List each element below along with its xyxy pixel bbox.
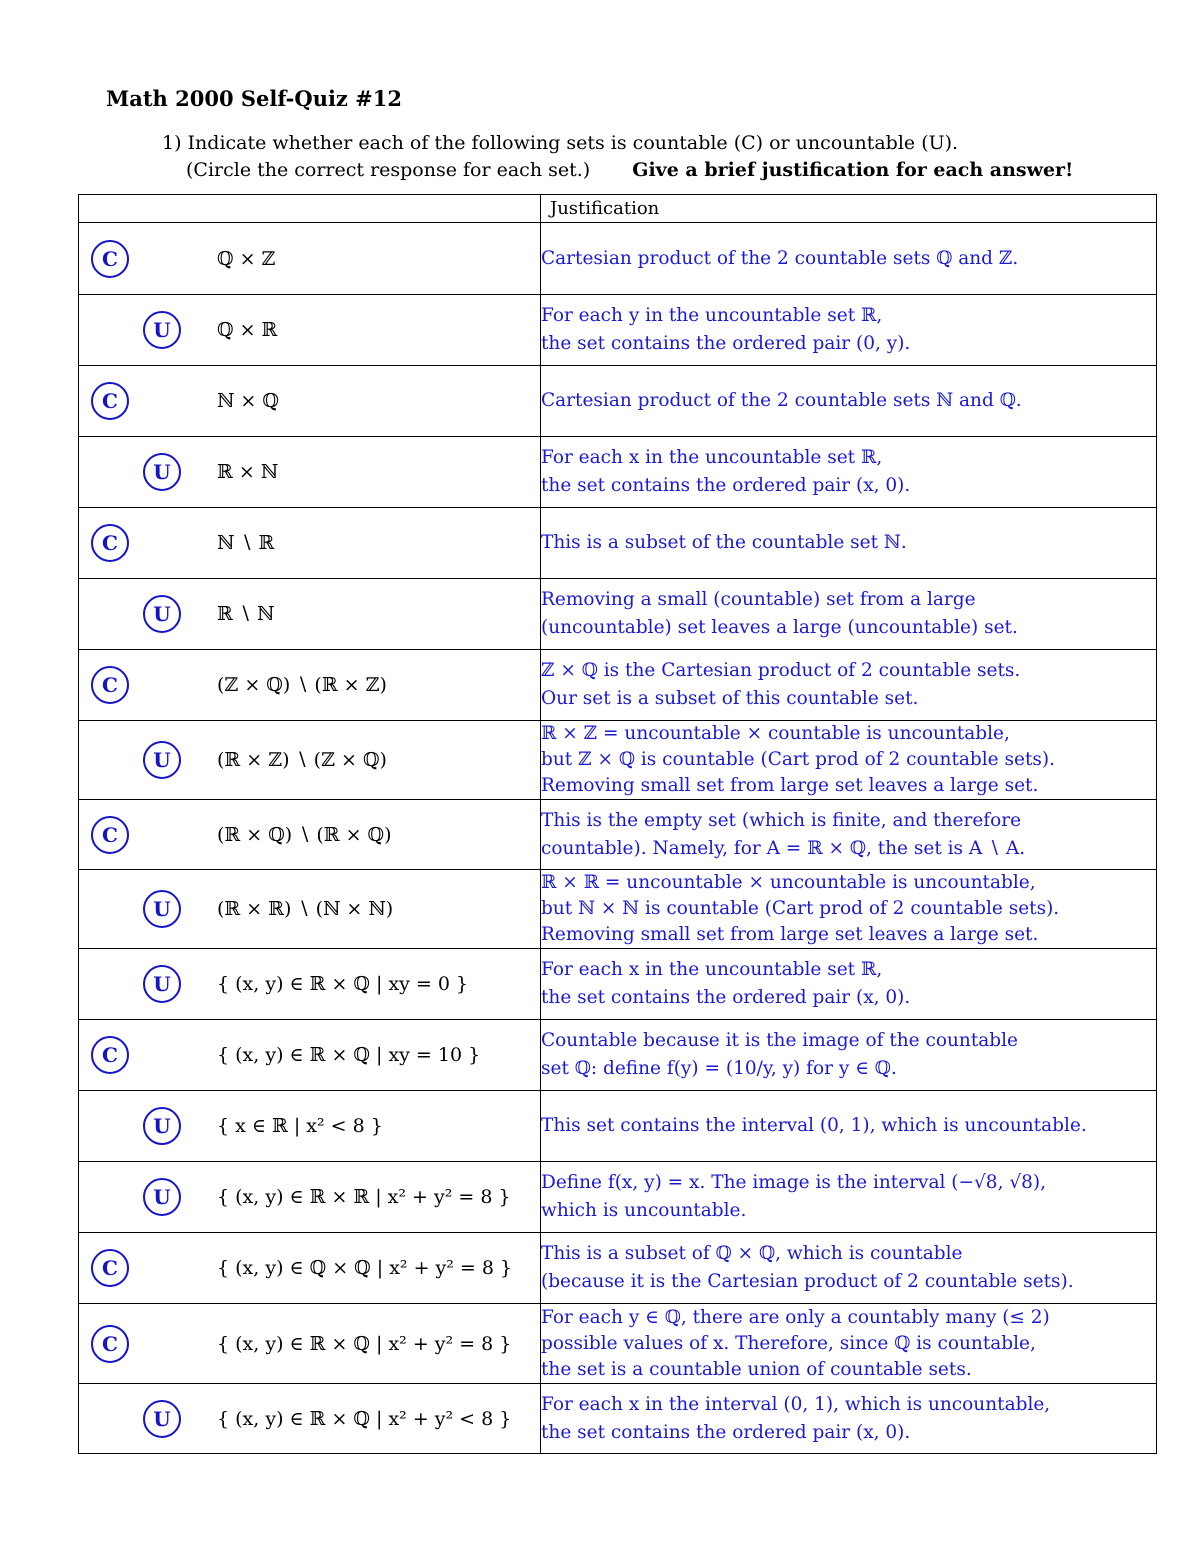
justification-line: Removing small set from large set leaves a large set.: [541, 924, 1039, 945]
set-expression: ℚ × ℤ: [217, 247, 276, 270]
set-expression: { (x, y) ∈ ℝ × ℚ | x² + y² = 8 }: [217, 1332, 512, 1355]
quiz-table-body: [79, 195, 1157, 1454]
quiz-row: [79, 650, 1157, 721]
quiz-row: [79, 721, 1157, 800]
set-expression: ℝ ∖ ℕ: [217, 603, 275, 625]
quiz-row: [79, 223, 1157, 295]
justification-cell: [541, 800, 1157, 870]
set-cell-content: [79, 1092, 540, 1161]
justification-line: This set contains the interval (0, 1), which is uncountable.: [541, 1115, 1087, 1136]
justification-line: Countable because it is the image of the countable: [541, 1030, 1018, 1051]
quiz-row: [79, 1233, 1157, 1304]
justification-cell: [541, 1384, 1157, 1454]
quiz-row: [79, 295, 1157, 366]
set-expression: { (x, y) ∈ ℝ × ℝ | x² + y² = 8 }: [217, 1186, 511, 1208]
justification-line: Cartesian product of the 2 countable sets ℚ and ℤ.: [541, 247, 1019, 269]
set-expression: ℚ × ℝ: [217, 319, 278, 341]
header-row: [79, 195, 1157, 223]
justification-cell: [541, 1304, 1157, 1384]
answer-circle[interactable]: C: [91, 1036, 129, 1074]
justification-line: ℤ × ℚ is the Cartesian product of 2 countable sets.: [541, 660, 1021, 681]
justification-cell: [541, 437, 1157, 508]
answer-circle[interactable]: U: [143, 1107, 181, 1145]
answer-circle[interactable]: U: [143, 311, 181, 349]
justification-line: This is a subset of ℚ × ℚ, which is countable: [541, 1243, 963, 1264]
set-expression: ℝ × ℕ: [217, 461, 279, 483]
answer-circle[interactable]: C: [91, 524, 129, 562]
justification-cell: [541, 870, 1157, 949]
answer-circle[interactable]: U: [143, 1400, 181, 1438]
set-cell: [79, 579, 541, 650]
set-cell-content: [79, 438, 540, 507]
set-cell: [79, 437, 541, 508]
justification-line: the set is a countable union of countable sets.: [541, 1358, 972, 1380]
set-cell-content: [79, 801, 540, 869]
set-expression: { x ∈ ℝ | x² < 8 }: [217, 1115, 383, 1137]
justification-cell: [541, 579, 1157, 650]
answer-circle[interactable]: U: [143, 965, 181, 1003]
quiz-title: Math 2000 Self-Quiz #12: [106, 86, 402, 111]
justification-line: but ℤ × ℚ is countable (Cart prod of 2 countable sets).: [541, 749, 1055, 770]
instruction-line-1: 1) Indicate whether each of the following sets is countable (C) or uncountable (U).: [162, 132, 959, 154]
justification-cell: [541, 721, 1157, 800]
justification-line: Cartesian product of the 2 countable sets ℕ and ℚ.: [541, 390, 1022, 411]
set-cell: [79, 870, 541, 949]
justification-line: which is uncountable.: [541, 1200, 747, 1221]
quiz-row: [79, 1020, 1157, 1091]
set-cell-content: [79, 296, 540, 365]
justification-cell: [541, 949, 1157, 1020]
header-justification: Justification: [541, 195, 1157, 223]
justification-line: For each x in the uncountable set ℝ,: [541, 447, 883, 468]
set-expression: ℕ × ℚ: [217, 390, 279, 412]
quiz-row: [79, 579, 1157, 650]
set-cell-content: [79, 580, 540, 649]
justification-line: (uncountable) set leaves a large (uncountable) set.: [541, 617, 1018, 638]
set-expression: { (x, y) ∈ ℚ × ℚ | x² + y² = 8 }: [217, 1257, 513, 1279]
set-expression: (ℝ × ℚ) ∖ (ℝ × ℚ): [217, 823, 392, 846]
quiz-row: [79, 508, 1157, 579]
justification-line: This is the empty set (which is finite, and therefore: [541, 809, 1022, 831]
quiz-row: [79, 366, 1157, 437]
set-cell-content: [79, 224, 540, 294]
answer-circle[interactable]: C: [91, 666, 129, 704]
set-expression: (ℤ × ℚ) ∖ (ℝ × ℤ): [217, 674, 387, 696]
set-cell-content: [79, 1163, 540, 1232]
justification-cell: [541, 1091, 1157, 1162]
justification-cell: [541, 1020, 1157, 1091]
set-expression: { (x, y) ∈ ℝ × ℚ | xy = 0 }: [217, 973, 469, 995]
justification-cell: [541, 1233, 1157, 1304]
set-cell-content: [79, 950, 540, 1019]
justification-line: For each x in the uncountable set ℝ,: [541, 959, 883, 980]
quiz-row: [79, 949, 1157, 1020]
answer-circle[interactable]: U: [143, 595, 181, 633]
header-set-cell: [79, 195, 541, 223]
justification-line: possible values of x. Therefore, since ℚ is countable,: [541, 1332, 1036, 1354]
justification-cell: [541, 650, 1157, 721]
answer-circle[interactable]: U: [143, 1178, 181, 1216]
justification-cell: [541, 508, 1157, 579]
justification-line: This is a subset of the countable set ℕ.: [541, 532, 907, 553]
justification-line: ℝ × ℝ = uncountable × uncountable is uncountable,: [541, 872, 1036, 893]
set-cell-content: [79, 1385, 540, 1453]
justification-line: Removing small set from large set leaves a large set.: [541, 775, 1039, 796]
quiz-row: [79, 1304, 1157, 1384]
instruction-emphasis: Give a brief justification for each answer!: [632, 159, 1074, 181]
justification-line: the set contains the ordered pair (x, 0).: [541, 987, 911, 1008]
set-expression: (ℝ × ℤ) ∖ (ℤ × ℚ): [217, 749, 387, 771]
set-cell: [79, 1384, 541, 1454]
set-cell: [79, 800, 541, 870]
set-cell: [79, 366, 541, 437]
set-cell-content: [79, 367, 540, 436]
set-cell: [79, 650, 541, 721]
justification-line: For each y in the uncountable set ℝ,: [541, 305, 883, 326]
quiz-table: [78, 194, 1157, 1454]
justification-line: Our set is a subset of this countable set.: [541, 688, 919, 709]
quiz-row: [79, 437, 1157, 508]
set-cell: [79, 1162, 541, 1233]
justification-line: the set contains the ordered pair (0, y).: [541, 333, 911, 354]
justification-cell: [541, 295, 1157, 366]
set-cell: [79, 1091, 541, 1162]
justification-cell: [541, 223, 1157, 295]
justification-line: countable). Namely, for A = ℝ × ℚ, the set is A ∖ A.: [541, 837, 1026, 859]
justification-line: the set contains the ordered pair (x, 0).: [541, 475, 911, 496]
answer-circle[interactable]: C: [91, 382, 129, 420]
answer-circle[interactable]: U: [143, 890, 181, 928]
set-cell: [79, 1233, 541, 1304]
justification-line: Define f(x, y) = x. The image is the interval (−√8, √8),: [541, 1172, 1046, 1193]
justification-line: the set contains the ordered pair (x, 0).: [541, 1421, 911, 1443]
set-expression: { (x, y) ∈ ℝ × ℚ | x² + y² < 8 }: [217, 1407, 512, 1430]
set-cell: [79, 508, 541, 579]
set-cell-content: [79, 722, 540, 799]
quiz-row: [79, 1091, 1157, 1162]
instruction-note: (Circle the correct response for each set.): [186, 159, 591, 181]
answer-circle[interactable]: C: [91, 1325, 129, 1363]
justification-line: Removing a small (countable) set from a large: [541, 589, 976, 610]
justification-cell: [541, 1162, 1157, 1233]
set-expression: ℕ ∖ ℝ: [217, 532, 275, 554]
answer-circle[interactable]: U: [143, 741, 181, 779]
set-cell-content: [79, 1305, 540, 1383]
instruction-line-2: [162, 157, 1073, 184]
set-cell-content: [79, 1021, 540, 1090]
set-cell-content: [79, 871, 540, 948]
justification-line: For each x in the interval (0, 1), which is uncountable,: [541, 1393, 1051, 1415]
answer-circle[interactable]: C: [91, 1249, 129, 1287]
justification-line: For each y ∈ ℚ, there are only a countably many (≤ 2): [541, 1306, 1050, 1328]
justification-line: set ℚ: define f(y) = (10/y, y) for y ∈ ℚ.: [541, 1058, 897, 1079]
instructions: [162, 130, 1073, 184]
set-cell-content: [79, 1234, 540, 1303]
set-cell: [79, 1304, 541, 1384]
set-cell: [79, 949, 541, 1020]
set-cell: [79, 295, 541, 366]
set-expression: { (x, y) ∈ ℝ × ℚ | xy = 10 }: [217, 1044, 481, 1066]
justification-cell: [541, 366, 1157, 437]
quiz-row: [79, 1162, 1157, 1233]
set-cell-content: [79, 651, 540, 720]
set-cell: [79, 1020, 541, 1091]
quiz-row: [79, 1384, 1157, 1454]
answer-circle[interactable]: C: [91, 816, 129, 854]
answer-circle[interactable]: C: [91, 240, 129, 278]
set-cell-content: [79, 509, 540, 578]
justification-line: (because it is the Cartesian product of 2 countable sets).: [541, 1271, 1074, 1292]
set-expression: (ℝ × ℝ) ∖ (ℕ × ℕ): [217, 898, 394, 920]
justification-line: ℝ × ℤ = uncountable × countable is uncountable,: [541, 723, 1010, 744]
answer-circle[interactable]: U: [143, 453, 181, 491]
set-cell: [79, 721, 541, 800]
set-cell: [79, 223, 541, 295]
quiz-row: [79, 800, 1157, 870]
justification-line: but ℕ × ℕ is countable (Cart prod of 2 countable sets).: [541, 898, 1060, 919]
quiz-row: [79, 870, 1157, 949]
